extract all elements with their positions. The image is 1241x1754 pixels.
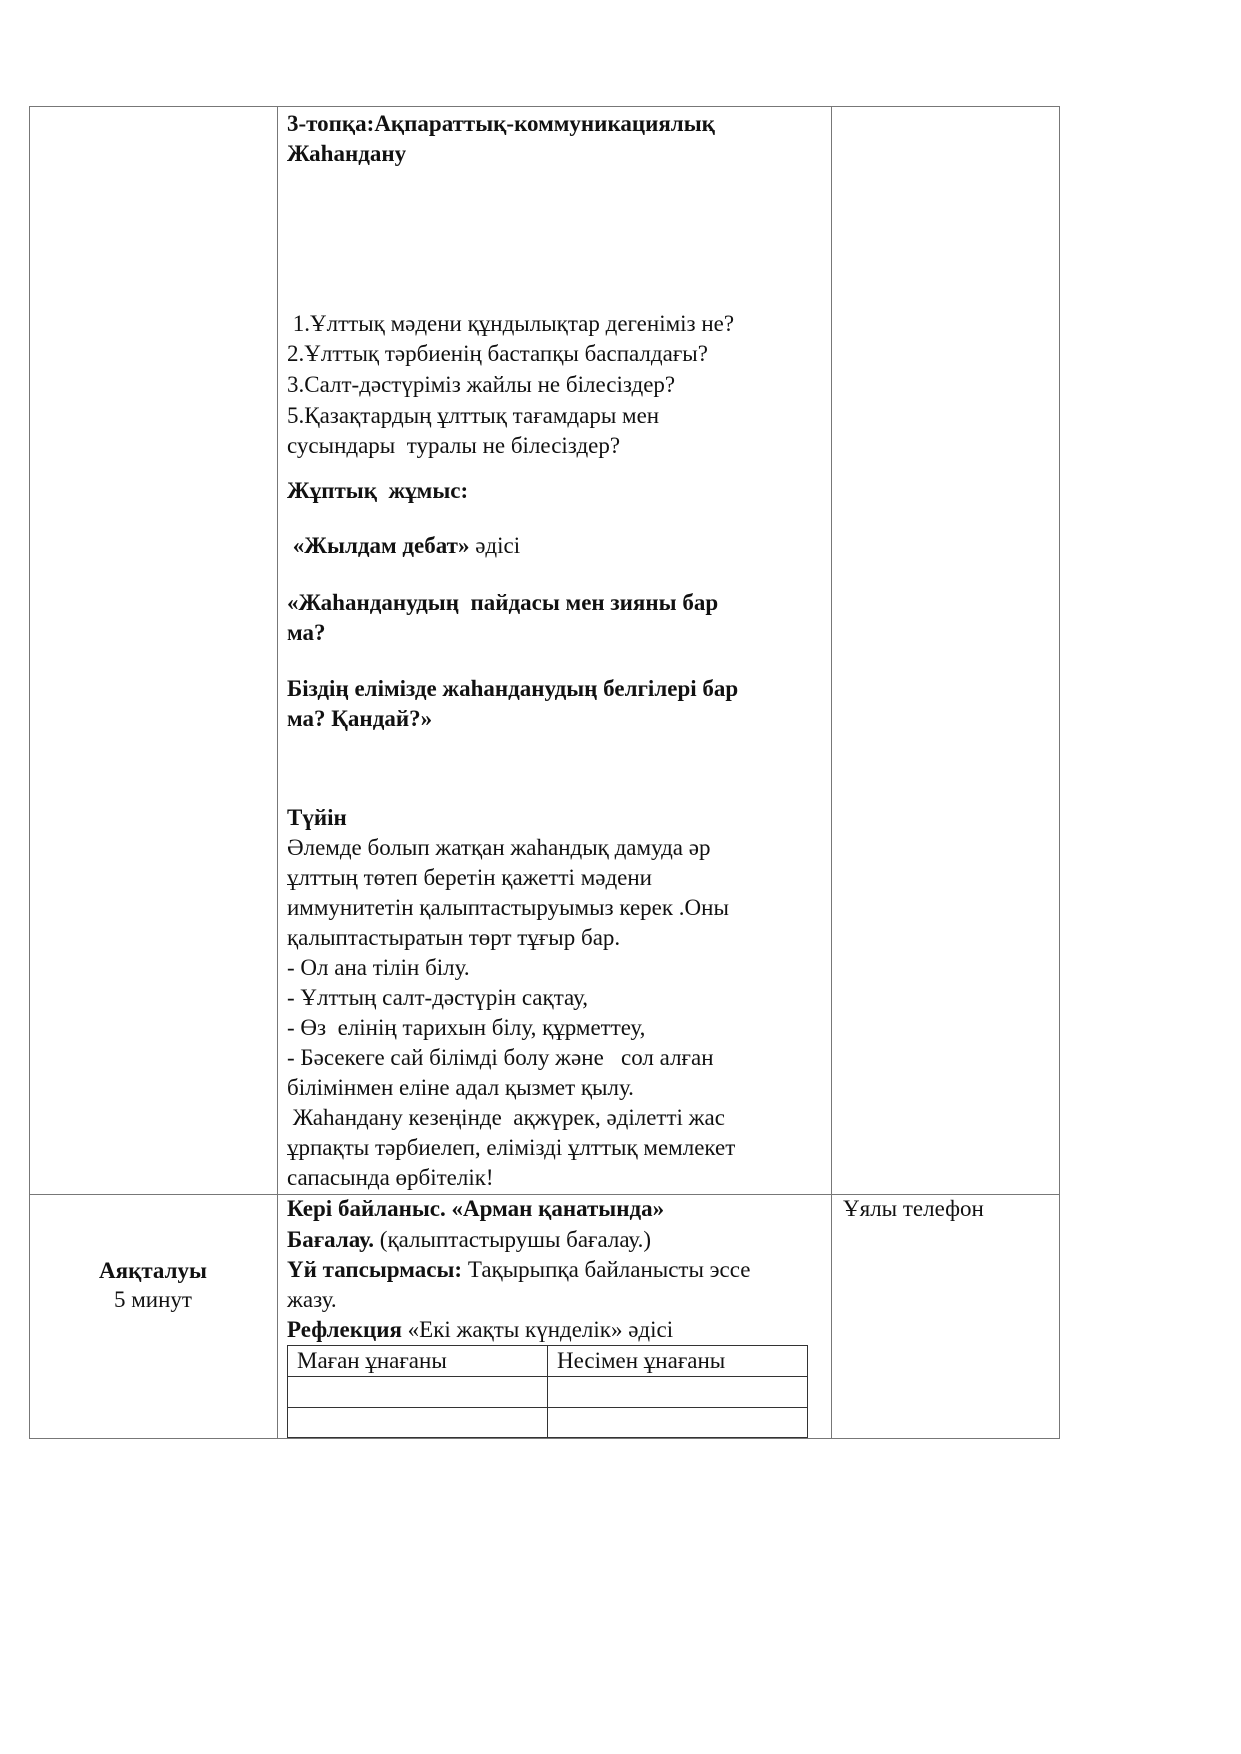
- reflection-header-liked: Маған ұнағаны: [297, 1348, 447, 1373]
- assessment-line: Бағалау. (қалыптастырушы бағалау.): [287, 1227, 652, 1252]
- resource-label: Ұялы телефон: [843, 1196, 984, 1221]
- conclusion-line: - Бәсекеге сай білімді болу және сол алған: [287, 1045, 714, 1070]
- conclusion-heading: Түйін: [287, 805, 347, 830]
- pair-work-heading: Жұптық жұмыс:: [287, 478, 469, 503]
- conclusion-line: иммунитетін қалыптастыруымыз керек .Оны: [287, 895, 729, 920]
- reflection-header-why: Несімен ұнағаны: [557, 1348, 726, 1373]
- conclusion-line: ұрпақты тәрбиелеп, елімізді ұлттық мемлекет: [287, 1135, 736, 1160]
- feedback-line: Кері байланыс. «Арман қанатында»: [287, 1196, 665, 1221]
- debate-question: Біздің елімізде жаһанданудың белгілері бар: [287, 676, 739, 701]
- duration-label: 5 минут: [114, 1287, 192, 1312]
- stage-label: Аяқталуы: [99, 1258, 207, 1283]
- conclusion-line: Әлемде болып жатқан жаһандық дамуда әр: [287, 835, 711, 860]
- homework-line: Үй тапсырмасы: Тақырыпқа байланысты эссе: [287, 1257, 751, 1282]
- conclusion-line: білімінмен еліне адал қызмет қылу.: [287, 1075, 634, 1100]
- conclusion-line: - Ұлттың салт-дәстүрін сақтау,: [287, 985, 589, 1010]
- homework-continuation: жазу.: [287, 1287, 337, 1312]
- reflection-line: Рефлекция «Екі жақты күнделік» әдісі: [287, 1317, 674, 1342]
- conclusion-line: ұлттың төтеп беретін қажетті мәдени: [287, 865, 652, 890]
- method-line: «Жылдам дебат» әдісі: [287, 533, 521, 558]
- debate-question: ма? Қандай?»: [287, 706, 433, 731]
- debate-question: ма?: [287, 620, 326, 645]
- conclusion-line: - Ол ана тілін білу.: [287, 955, 470, 980]
- conclusion-line: - Өз елінің тарихын білу, құрметтеу,: [287, 1015, 646, 1040]
- conclusion-line: қалыптастыратын төрт тұғыр бар.: [287, 925, 621, 950]
- debate-question: «Жаһанданудың пайдасы мен зияны бар: [287, 590, 719, 615]
- conclusion-line: Жаһандану кезеңінде ақжүрек, әділетті жас: [287, 1105, 725, 1130]
- conclusion-line: сапасында өрбітелік!: [287, 1165, 494, 1190]
